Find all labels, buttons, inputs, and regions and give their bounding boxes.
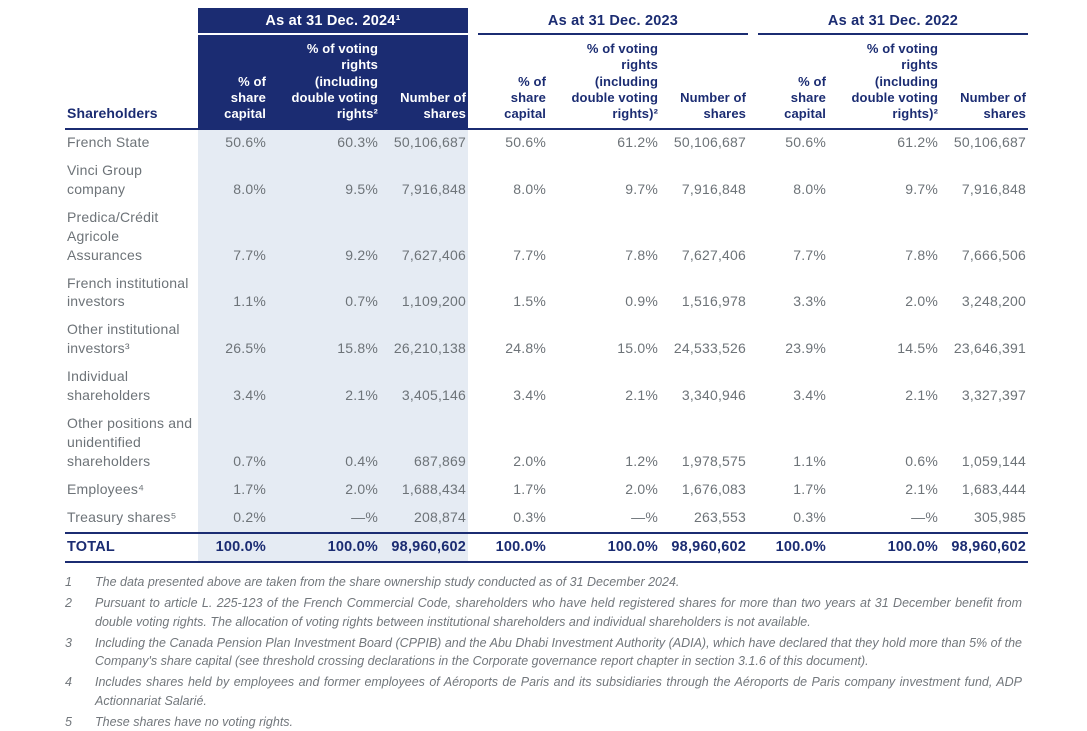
cell: 687,869 — [380, 411, 468, 477]
cell: 1,688,434 — [380, 477, 468, 505]
cell: 50,106,687 — [953, 134, 1026, 151]
table-row — [65, 205, 1028, 271]
cell: 61.2% — [897, 134, 938, 151]
header-spacer — [65, 8, 198, 34]
cell: 1,109,200 — [380, 271, 468, 318]
cell: 2.0% — [268, 477, 380, 505]
cell: 0.3% — [513, 508, 546, 525]
footnotes-section — [65, 573, 1022, 731]
group-gap — [748, 158, 758, 205]
cell: 26,210,138 — [380, 317, 468, 364]
cell: 50.6% — [505, 134, 546, 151]
group-gap — [468, 8, 478, 34]
cell: 7.7% — [513, 246, 546, 263]
footnote — [65, 573, 1022, 592]
group-header-row — [65, 8, 1028, 34]
cell: 3.4% — [513, 387, 546, 404]
cell: 2.1% — [625, 387, 658, 404]
cell: 3.4% — [793, 387, 826, 404]
cell: 7.7% — [198, 205, 268, 271]
cell: 9.7% — [905, 181, 938, 198]
cell: 23.9% — [785, 340, 826, 357]
cell: 7.8% — [625, 246, 658, 263]
cell: 15.0% — [617, 340, 658, 357]
footnote — [65, 634, 1022, 672]
footnote — [65, 713, 1022, 731]
cell: 1,978,575 — [681, 452, 746, 469]
cell: —% — [631, 508, 658, 525]
footnote-number: 1 — [65, 575, 72, 590]
cell: 0.6% — [905, 452, 938, 469]
group-gap — [468, 158, 478, 205]
cell: 1.1% — [793, 452, 826, 469]
footnote-text: These shares have no voting rights. — [95, 714, 294, 729]
group-title-2022: As at 31 Dec. 2022 — [758, 8, 1028, 34]
cell: 2.0% — [513, 452, 546, 469]
cell: 3,327,397 — [961, 387, 1026, 404]
footnote-number: 2 — [65, 596, 72, 611]
group-gap — [468, 364, 478, 411]
cell: 23,646,391 — [953, 340, 1026, 357]
group-gap — [468, 205, 478, 271]
sub-header-row — [65, 34, 1028, 129]
total-cell: 98,960,602 — [380, 533, 468, 562]
cell: 3.4% — [198, 364, 268, 411]
group-gap — [468, 533, 478, 562]
footnote-text: The data presented above are taken from the share ownership study conducted as of 31 December 2024. — [95, 575, 680, 590]
cell: 7,627,406 — [681, 246, 746, 263]
cell: 7,627,406 — [380, 205, 468, 271]
row-label: Vinci Group company — [67, 162, 143, 198]
group-title-2023: As at 31 Dec. 2023 — [478, 8, 748, 34]
footnote-text: Including the Canada Pension Plan Investment Board (CPPIB) and the Abu Dhabi Investment Authority (ADIA), which have declared that they hold more than 5% of the Company's share capital (see threshold crossing declarations in the Corporate governance report chapter in section 3.1.6 of this document). — [95, 635, 1022, 669]
cell: 9.5% — [268, 158, 380, 205]
cell: 1,516,978 — [681, 293, 746, 310]
cell: 9.7% — [625, 181, 658, 198]
col-header-2024-share-capital: % of share capital — [198, 34, 268, 129]
cell: 24,533,526 — [673, 340, 746, 357]
footnote-text: Includes shares held by employees and former employees of Aéroports de Paris and its subsidiaries through the Aéroports de Paris company investment fund, ADP Actionnariat Salarié. — [95, 675, 1022, 708]
col-header-2022-share-capital: % of share capital — [758, 34, 828, 129]
row-label: French State — [67, 134, 150, 151]
table-row — [65, 477, 1028, 505]
total-cell: 98,960,602 — [660, 533, 748, 562]
group-gap — [748, 505, 758, 534]
cell: 208,874 — [380, 505, 468, 534]
footnote — [65, 673, 1022, 711]
group-gap — [748, 411, 758, 477]
group-gap — [468, 34, 478, 129]
footnote — [65, 594, 1022, 632]
cell: 3,405,146 — [380, 364, 468, 411]
cell: 50,106,687 — [673, 134, 746, 151]
cell: 1,059,144 — [961, 452, 1026, 469]
cell: 50.6% — [785, 134, 826, 151]
group-gap — [748, 271, 758, 318]
shareholders-column-header: Shareholders — [65, 34, 198, 129]
table-row — [65, 505, 1028, 534]
cell: 15.8% — [268, 317, 380, 364]
row-label: Treasury shares⁵ — [67, 508, 177, 525]
cell: 8.0% — [198, 158, 268, 205]
cell: 8.0% — [513, 181, 546, 198]
cell: 3,340,946 — [681, 387, 746, 404]
group-gap — [468, 129, 478, 158]
row-label: Employees⁴ — [67, 480, 145, 497]
cell: 61.2% — [617, 134, 658, 151]
cell: 0.3% — [793, 508, 826, 525]
cell: 9.2% — [268, 205, 380, 271]
footnote-number: 4 — [65, 675, 72, 690]
cell: 0.7% — [268, 271, 380, 318]
cell: 1.1% — [198, 271, 268, 318]
group-gap — [748, 317, 758, 364]
cell: 0.2% — [198, 505, 268, 534]
cell: 7,916,848 — [380, 158, 468, 205]
cell: 0.7% — [198, 411, 268, 477]
footnote-text: Pursuant to article L. 225-123 of the French Commercial Code, shareholders who have held registered shares for more than two years at 31 December benefit from double voting rights. The allocation of voting rights between institutional shareholders and individual shareholders is not available. — [95, 596, 1022, 629]
table-row — [65, 411, 1028, 477]
col-header-2023-share-capital: % of share capital — [478, 34, 548, 129]
total-cell: 100.0% — [548, 533, 660, 562]
total-cell: 100.0% — [268, 533, 380, 562]
table-row — [65, 129, 1028, 158]
total-row — [65, 533, 1028, 562]
cell: 1,683,444 — [961, 480, 1026, 497]
col-header-2022-number-shares: Number of shares — [940, 34, 1028, 129]
row-label: French institutional investors — [67, 274, 189, 310]
col-header-2023-voting-rights: % of voting rights (including double voting rights)² — [548, 34, 660, 129]
total-cell: 100.0% — [198, 533, 268, 562]
cell: 0.9% — [625, 293, 658, 310]
table-row — [65, 158, 1028, 205]
col-header-2024-number-shares: Number of shares — [380, 34, 468, 129]
cell: 26.5% — [198, 317, 268, 364]
group-gap — [468, 411, 478, 477]
group-gap — [468, 317, 478, 364]
cell: 50,106,687 — [380, 129, 468, 158]
col-header-2023-number-shares: Number of shares — [660, 34, 748, 129]
total-cell: 100.0% — [478, 533, 548, 562]
total-cell: 100.0% — [758, 533, 828, 562]
group-gap — [748, 34, 758, 129]
cell: 7.7% — [793, 246, 826, 263]
cell: 24.8% — [505, 340, 546, 357]
cell: 7.8% — [905, 246, 938, 263]
col-header-2022-voting-rights: % of voting rights (including double voting rights)² — [828, 34, 940, 129]
group-gap — [748, 477, 758, 505]
cell: 2.1% — [905, 480, 938, 497]
table-row — [65, 271, 1028, 318]
cell: 1.5% — [513, 293, 546, 310]
row-label: Predica/Crédit Agricole Assurances — [67, 208, 159, 263]
row-label: Other positions and unidentified shareholders — [67, 414, 193, 469]
cell: 1.7% — [513, 480, 546, 497]
cell: —% — [268, 505, 380, 534]
group-gap — [468, 271, 478, 318]
cell: 7,916,848 — [681, 181, 746, 198]
group-gap — [748, 8, 758, 34]
total-cell: 100.0% — [828, 533, 940, 562]
group-gap — [748, 205, 758, 271]
cell: 8.0% — [793, 181, 826, 198]
footnote-number: 3 — [65, 635, 72, 650]
group-title-2024: As at 31 Dec. 2024¹ — [198, 8, 468, 34]
cell: 3,248,200 — [961, 293, 1026, 310]
footnote-number: 5 — [65, 714, 72, 729]
total-cell: 98,960,602 — [940, 533, 1028, 562]
cell: 2.0% — [625, 480, 658, 497]
group-gap — [468, 477, 478, 505]
cell: 50.6% — [198, 129, 268, 158]
cell: 3.3% — [793, 293, 826, 310]
group-gap — [468, 505, 478, 534]
cell: 1.7% — [198, 477, 268, 505]
group-gap — [748, 533, 758, 562]
table-row — [65, 364, 1028, 411]
row-label: Individual shareholders — [67, 368, 151, 404]
group-gap — [748, 129, 758, 158]
table-row — [65, 317, 1028, 364]
cell: 7,666,506 — [961, 246, 1026, 263]
cell: 2.1% — [268, 364, 380, 411]
cell: 305,985 — [973, 508, 1026, 525]
cell: 1,676,083 — [681, 480, 746, 497]
group-gap — [748, 364, 758, 411]
cell: 263,553 — [693, 508, 746, 525]
cell: 14.5% — [897, 340, 938, 357]
cell: —% — [911, 508, 938, 525]
cell: 2.1% — [905, 387, 938, 404]
cell: 60.3% — [268, 129, 380, 158]
col-header-2024-voting-rights: % of voting rights (including double voting rights² — [268, 34, 380, 129]
shareholders-table — [65, 8, 1028, 563]
cell: 7,916,848 — [961, 181, 1026, 198]
row-label: Other institutional investors³ — [67, 321, 180, 357]
cell: 1.7% — [793, 480, 826, 497]
total-label: TOTAL — [65, 533, 198, 562]
cell: 0.4% — [268, 411, 380, 477]
cell: 2.0% — [905, 293, 938, 310]
cell: 1.2% — [625, 452, 658, 469]
